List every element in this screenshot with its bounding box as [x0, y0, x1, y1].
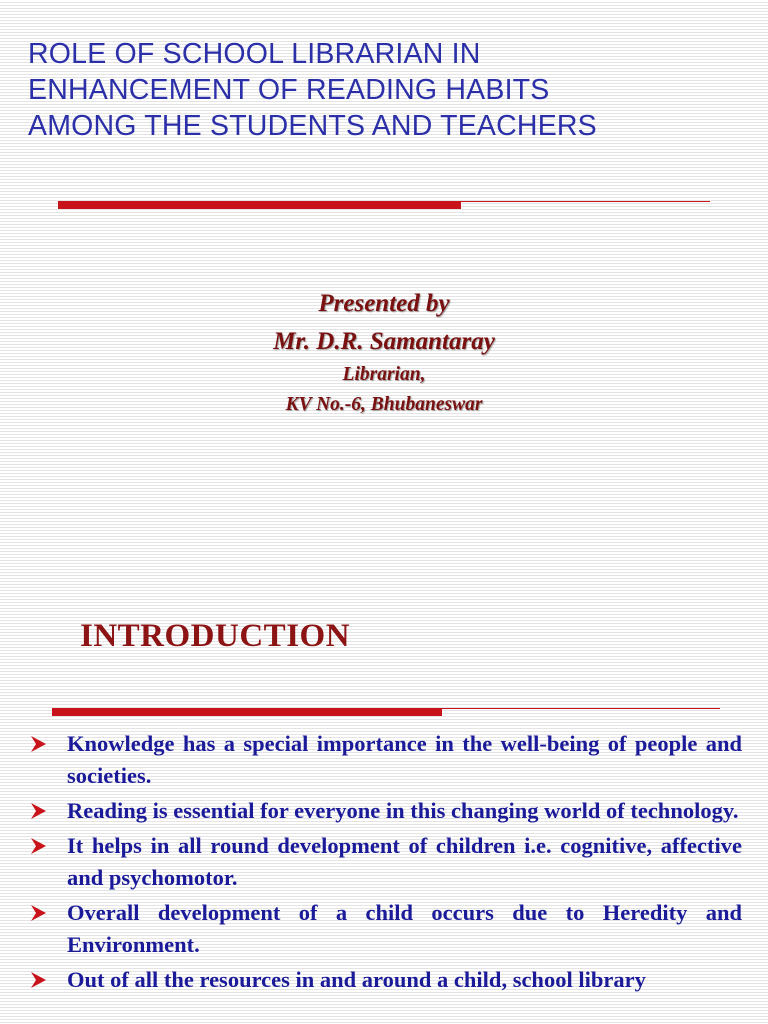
section-heading: INTRODUCTION	[80, 618, 351, 654]
arrowhead-bullet-icon	[28, 897, 50, 929]
arrowhead-bullet-icon	[28, 964, 50, 996]
slide-title	[28, 36, 748, 144]
arrowhead-bullet-icon	[28, 728, 50, 760]
heading-divider-thin	[442, 708, 720, 709]
bullet-text: Reading is essential for everyone in this changing world of technology.	[67, 798, 739, 823]
bullet-item	[28, 964, 742, 996]
title-line: ROLE OF SCHOOL LIBRARIAN IN	[28, 38, 481, 70]
arrowhead-bullet-icon	[28, 830, 50, 862]
presenter-organization: KV No.-6, Bhubaneswar	[285, 394, 483, 415]
bullet-text: Overall development of a child occurs due to Heredity and Environment.	[67, 900, 742, 957]
bullet-item	[28, 795, 742, 827]
bullet-item	[28, 728, 742, 792]
bullet-item	[28, 830, 742, 894]
arrowhead-bullet-icon	[28, 795, 50, 827]
bullet-text: Knowledge has a special importance in the well-being of people and societies.	[67, 731, 742, 788]
bullet-item	[28, 897, 742, 961]
bullet-list	[28, 728, 742, 999]
title-divider-thin	[461, 201, 710, 202]
title-line: ENHANCEMENT OF READING HABITS	[28, 74, 550, 106]
title-divider-thick	[58, 201, 461, 209]
introduction-slide	[0, 580, 768, 1024]
bullet-text: It helps in all round development of children i.e. cognitive, affective and psychomotor.	[67, 833, 742, 890]
bullet-text: Out of all the resources in and around a child, school library	[67, 967, 646, 992]
presented-by-label: Presented by	[318, 290, 450, 317]
heading-divider-thick	[52, 708, 442, 716]
title-line: AMONG THE STUDENTS AND TEACHERS	[28, 110, 597, 142]
presenter-role: Librarian,	[342, 364, 426, 385]
presenter-name: Mr. D.R. Samantaray	[273, 328, 495, 355]
